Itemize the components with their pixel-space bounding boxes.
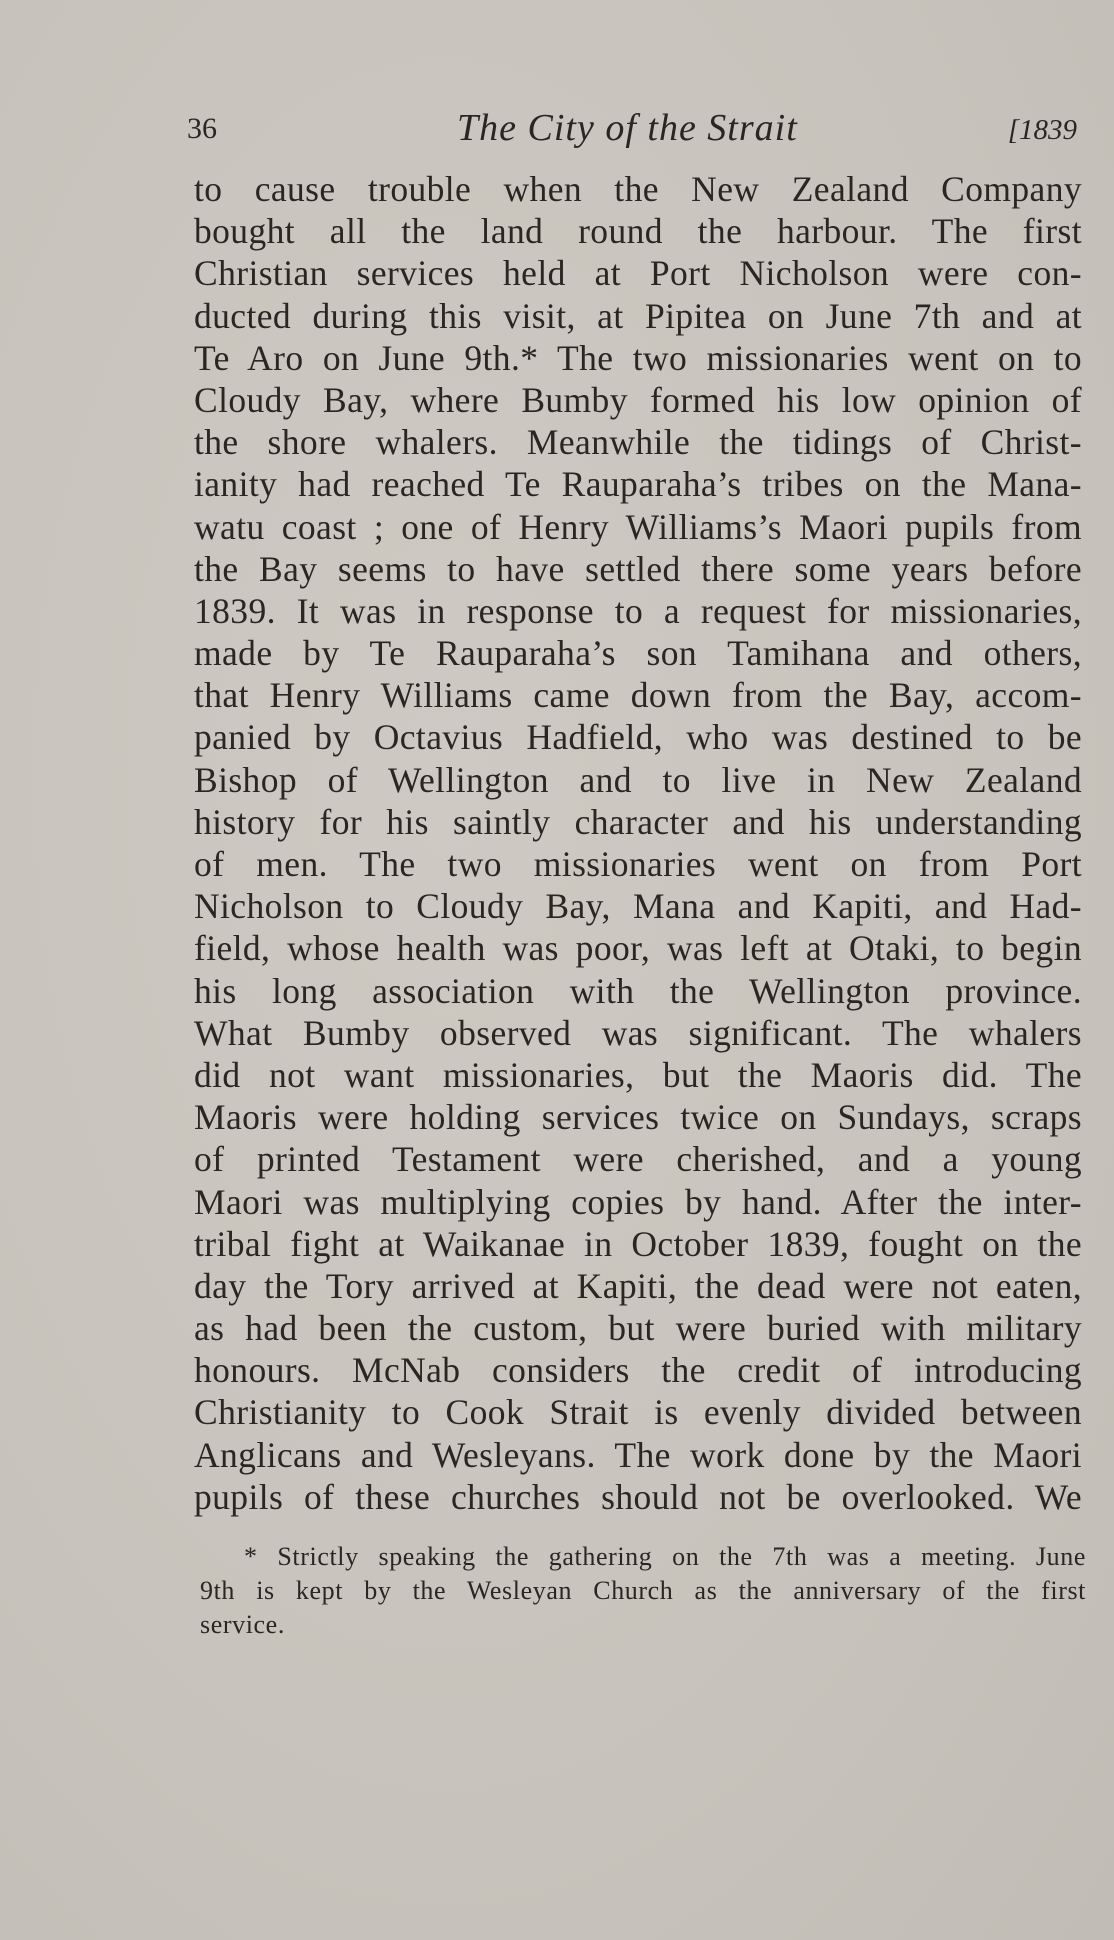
text-line: day the Tory arrived at Kapiti, the dead were not eaten, xyxy=(194,1265,1082,1306)
text-line: pupils of these churches should not be overlooked. We xyxy=(194,1476,1082,1517)
text-line: the Bay seems to have settled there some years before xyxy=(194,548,1082,589)
text-line: watu coast ; one of Henry Williams’s Maori pupils from xyxy=(194,506,1082,547)
text-line: history for his saintly character and his understanding xyxy=(194,801,1082,842)
footnote-line: 9th is kept by the Wesleyan Church as the anniversary of the first xyxy=(200,1576,1086,1605)
text-line: made by Te Rauparaha’s son Tamihana and others, xyxy=(194,633,1082,674)
text-line: as had been the custom, but were buried with military xyxy=(194,1308,1082,1349)
text-line: Christian services held at Port Nicholson were con- xyxy=(194,253,1082,294)
text-line: ducted during this visit, at Pipitea on June 7th and at xyxy=(194,295,1082,336)
text-line: ianity had reached Te Rauparaha’s tribes on the Mana- xyxy=(194,464,1082,505)
text-line: Bishop of Wellington and to live in New Zealand xyxy=(194,759,1082,800)
text-line: What Bumby observed was significant. The whalers xyxy=(194,1012,1082,1053)
text-line: 1839. It was in response to a request for missionaries, xyxy=(194,590,1082,631)
text-line: Christianity to Cook Strait is evenly divided between xyxy=(194,1392,1082,1433)
text-line: Cloudy Bay, where Bumby formed his low opinion of xyxy=(194,379,1082,420)
text-line: that Henry Williams came down from the Bay, accom- xyxy=(194,675,1082,716)
year-marker: [1839 xyxy=(1007,114,1077,146)
text-line: Maoris were holding services twice on Sundays, scraps xyxy=(194,1097,1082,1138)
text-line: tribal fight at Waikanae in October 1839, fought on the xyxy=(194,1223,1082,1264)
text-line: Nicholson to Cloudy Bay, Mana and Kapiti, and Had- xyxy=(194,886,1082,927)
page-number: 36 xyxy=(187,112,217,145)
text-line: field, whose health was poor, was left at Otaki, to begin xyxy=(194,928,1082,969)
text-line: Te Aro on June 9th.* The two missionaries went on to xyxy=(194,337,1082,378)
text-line: his long association with the Wellington province. xyxy=(194,970,1082,1011)
body-text xyxy=(194,168,1082,1518)
text-line: of printed Testament were cherished, and a young xyxy=(194,1139,1082,1180)
book-title: The City of the Strait xyxy=(457,107,798,149)
text-line: honours. McNab considers the credit of introducing xyxy=(194,1350,1082,1391)
footnote-line: * Strictly speaking the gathering on the 7th was a meeting. June xyxy=(244,1542,1086,1571)
footnote xyxy=(200,1540,1086,1642)
text-line: did not want missionaries, but the Maoris did. The xyxy=(194,1054,1082,1095)
text-line: Anglicans and Wesleyans. The work done by the Maori xyxy=(194,1434,1082,1475)
text-line: panied by Octavius Hadfield, who was destined to be xyxy=(194,717,1082,758)
text-line: Maori was multiplying copies by hand. After the inter- xyxy=(194,1181,1082,1222)
text-line: bought all the land round the harbour. The first xyxy=(194,211,1082,252)
text-line: to cause trouble when the New Zealand Company xyxy=(194,169,1082,209)
text-line: of men. The two missionaries went on from Port xyxy=(194,844,1082,884)
text-line: the shore whalers. Meanwhile the tidings of Christ- xyxy=(194,422,1082,463)
running-head xyxy=(187,106,1077,152)
footnote-line: service. xyxy=(200,1610,285,1639)
